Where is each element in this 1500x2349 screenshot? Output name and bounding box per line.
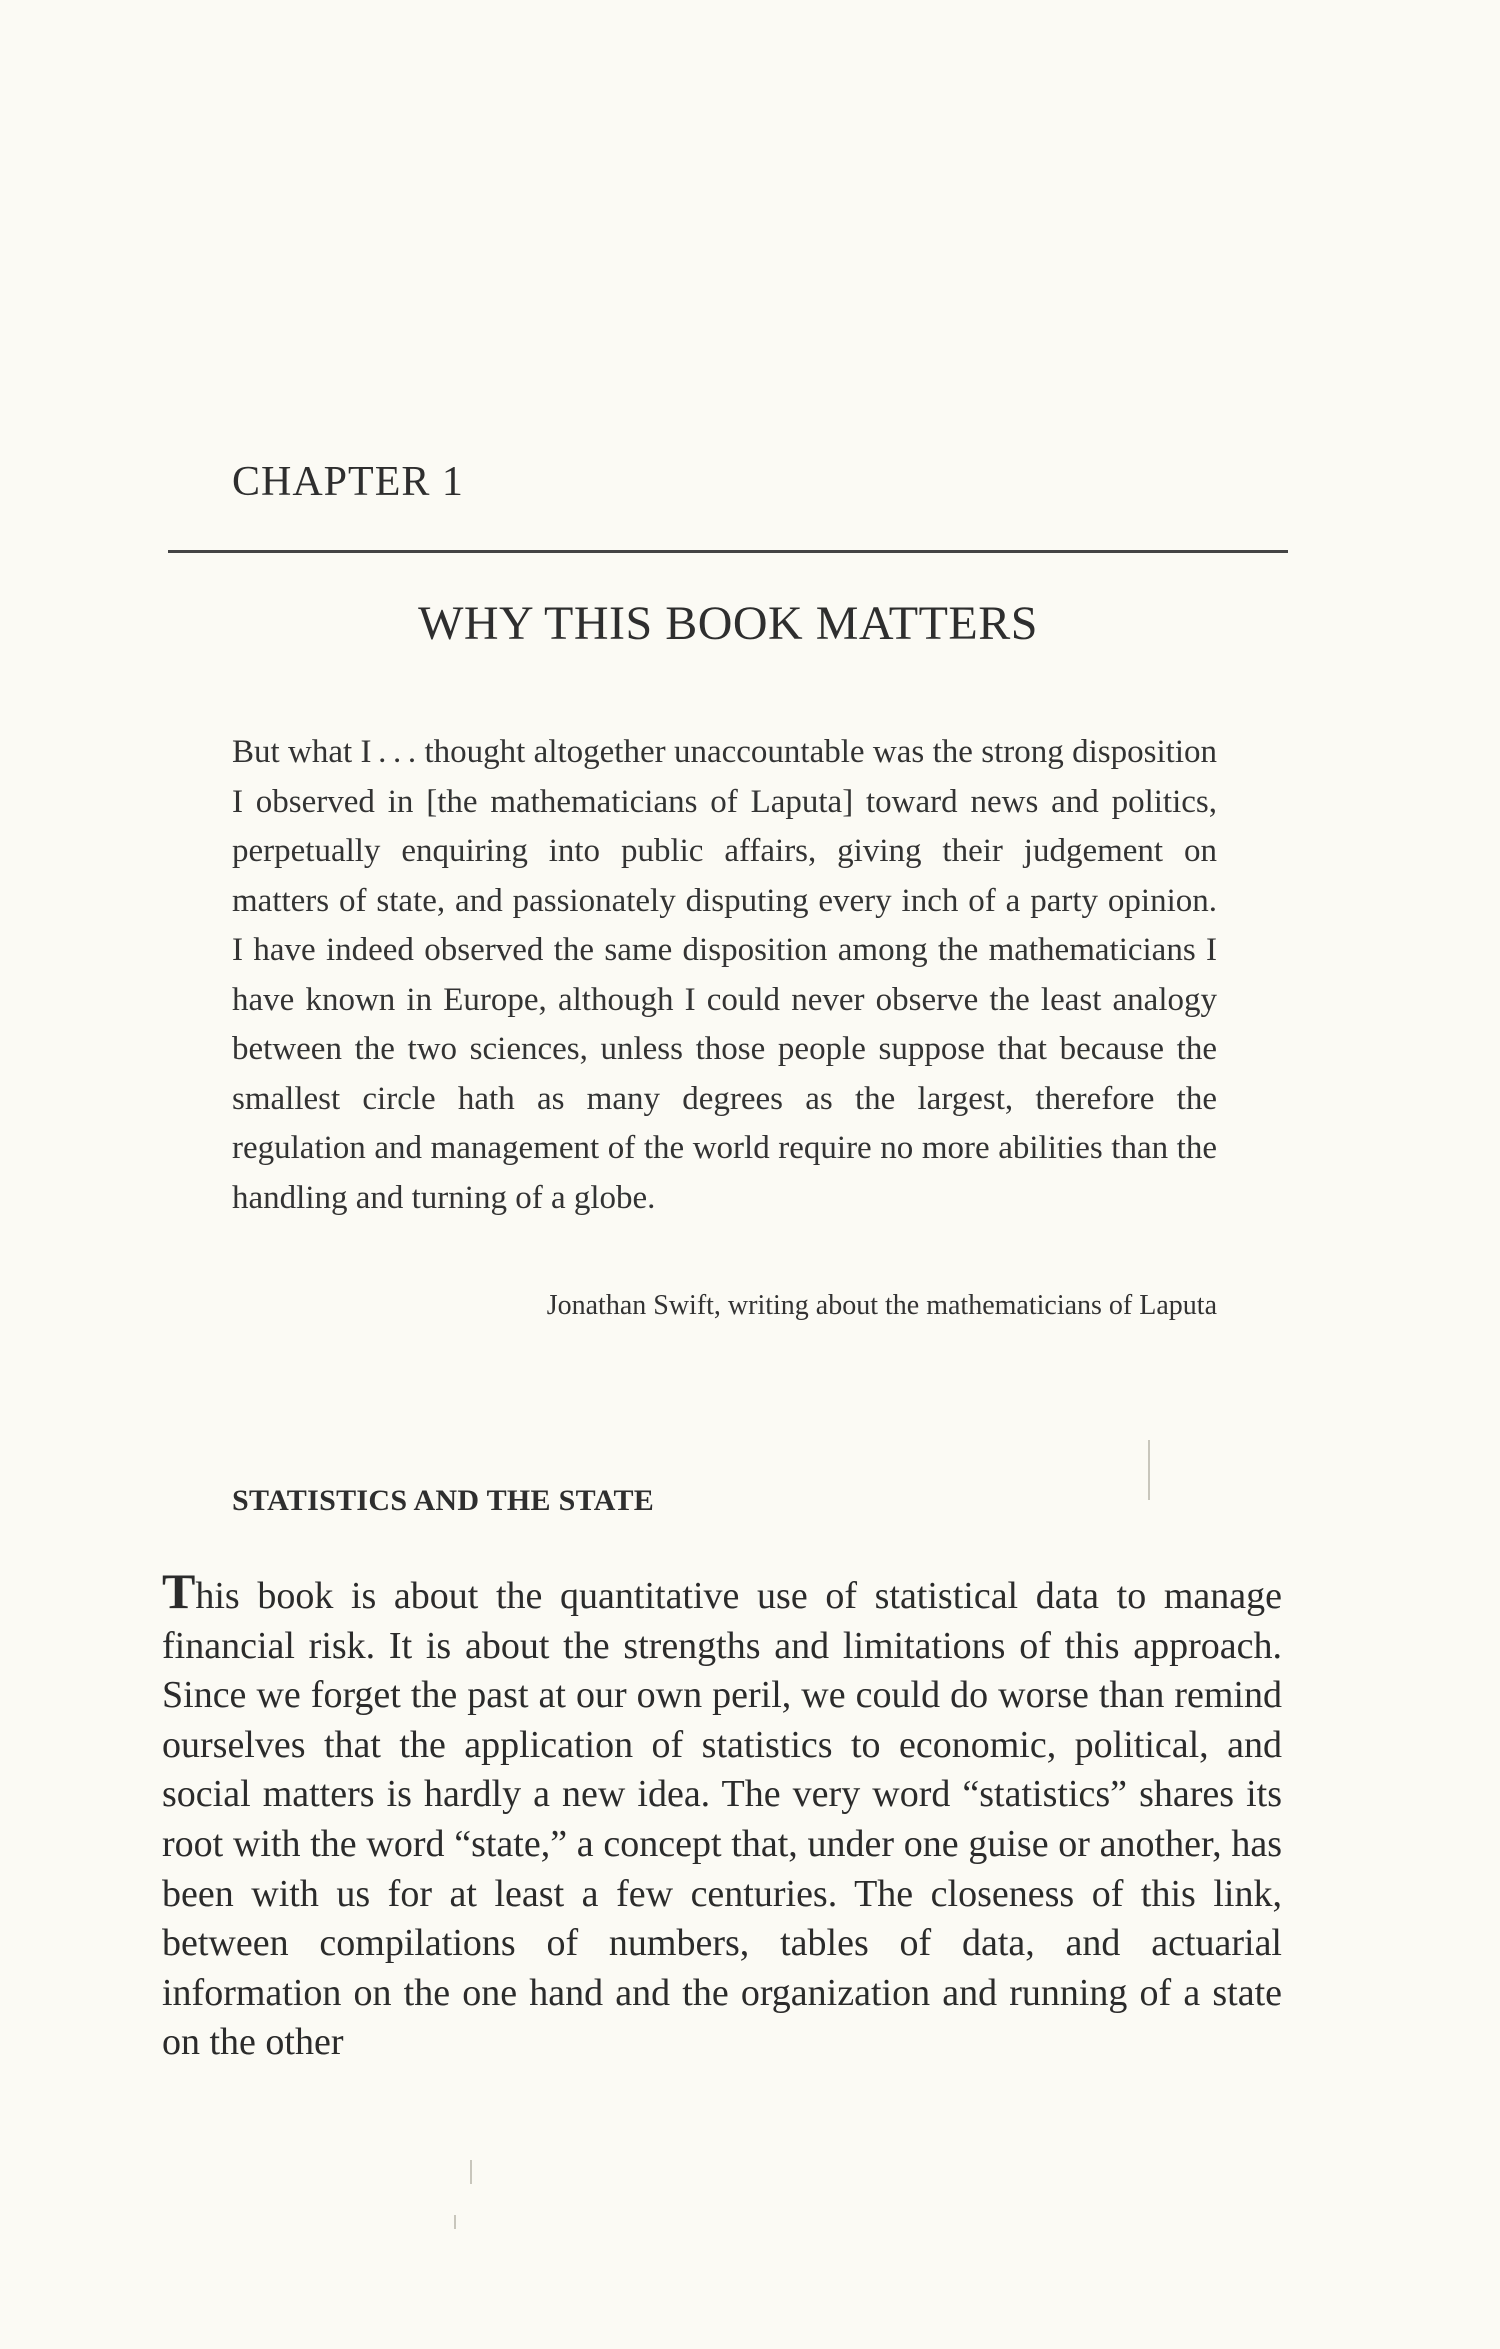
section-heading: STATISTICS AND THE STATE (232, 1484, 655, 1517)
body-paragraph-text: his book is about the quantitative use of statistical data to manage financial risk. It is about the strengths and limitations of this approach. Since we forget the past at our own peril, we could do worse than remind ourselves that the application of statistics to economic, political, and social matters is hardly a new idea. The very word “statistics” shares its root with the word “state,” a concept that, under one guise or another, has been with us for at least a few centuries. The closeness of this link, between compilations of numbers, tables of data, and actuarial information on the one hand and the organization and running of a state on the other (162, 1575, 1282, 2064)
drop-cap: T (162, 1563, 196, 1619)
body-paragraph (162, 1563, 1282, 2068)
scan-mark (454, 2215, 456, 2229)
chapter-title: WHY THIS BOOK MATTERS (418, 597, 1038, 650)
chapter-rule (168, 550, 1288, 553)
epigraph-attribution: Jonathan Swift, writing about the mathematicians of Laputa (546, 1290, 1217, 1321)
scan-mark (470, 2160, 472, 2184)
scan-mark (1148, 1440, 1150, 1500)
chapter-label: CHAPTER 1 (232, 459, 464, 505)
epigraph-quote: But what I . . . thought altogether unaccountable was the strong disposition I observed in [the mathematicians of Laputa] toward news and politics, perpetually enquiring into public affairs, giving their judgement on matters of state, and passionately disputing every inch of a party opinion. I have indeed observed the same disposition among the mathematicians I have known in Europe, although I could never observe the least analogy between the two sciences, unless those people suppose that because the smallest circle hath as many degrees as the largest, therefore the regulation and management of the world require no more abilities than the handling and turning of a globe. (232, 734, 1217, 1216)
